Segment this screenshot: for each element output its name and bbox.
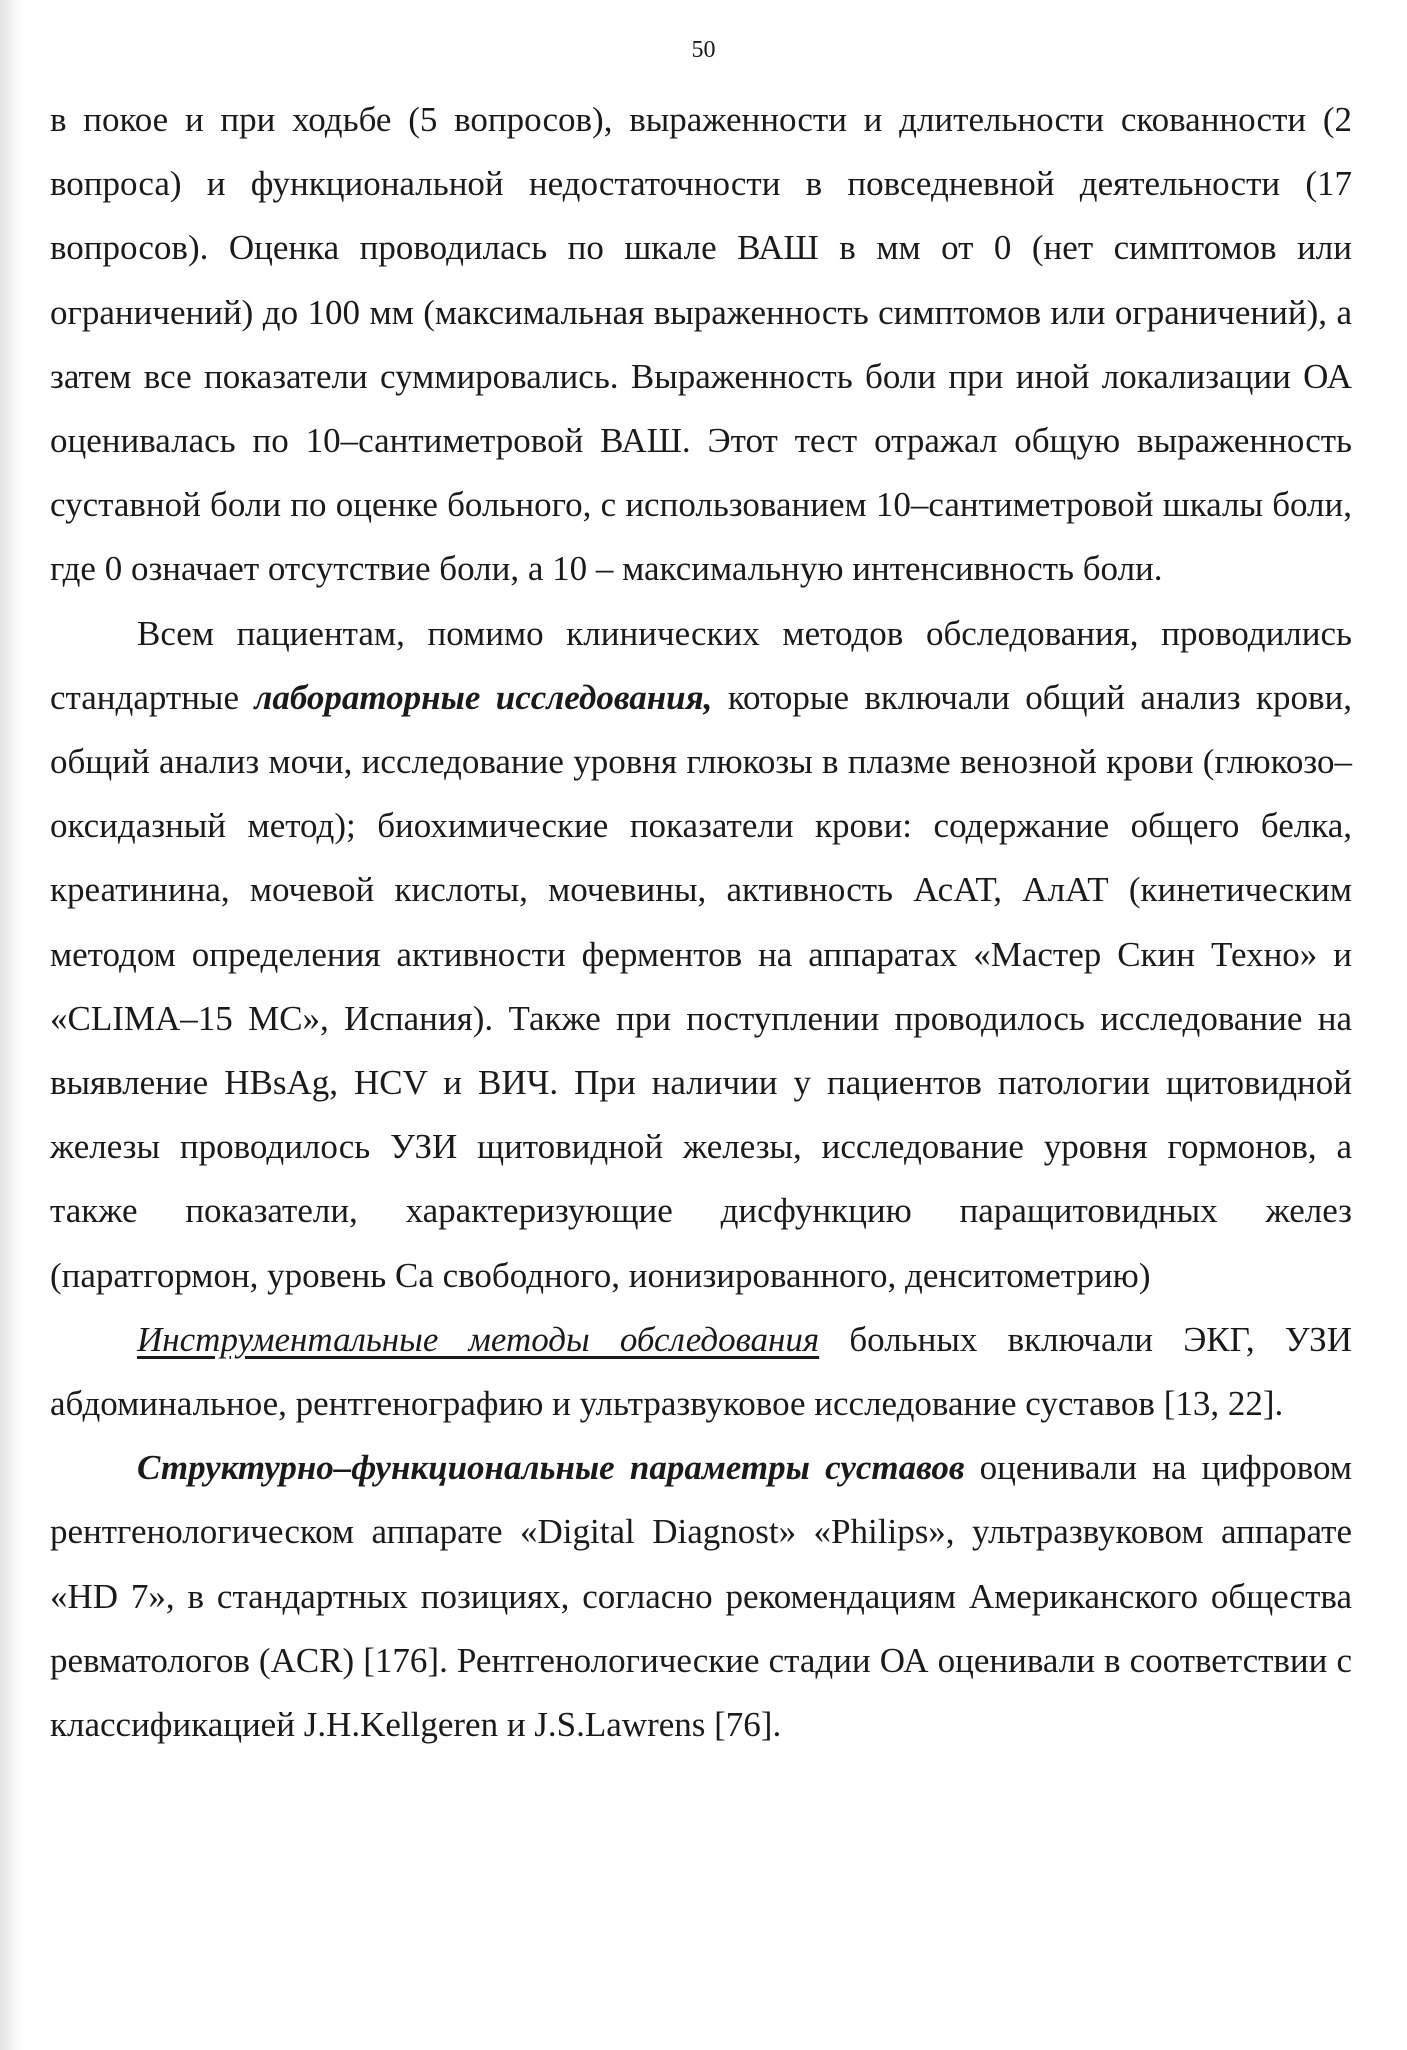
paragraph-text-after: которые включали общий анализ крови, общий анализ мочи, исследование уровня глюкозы в плазме венозной крови (глюкозо–оксидазный метод); биохимические показатели крови: содержание общего белка, креатинина, мочевой кислоты, мочевины, активность АсАТ, АлАТ (кинетическим методом определения активности ферментов на аппаратах «Мастер Скин Техно» и «CLIMA–15 МС», Испания). Также при поступлении проводилось исследование на выявление HBsAg, HCV и ВИЧ. При наличии у пациентов патологии щитовидной железы проводилось УЗИ щитовидной железы, исследование уровня гормонов, а также показатели, характеризующие дисфункцию паращитовидных желез (паратгормон, уровень Са свободного, ионизированного, денситометрию) [50,677,1352,1295]
paragraph-text-before: Всем пациентам, помимо клинических методов обследования, проводились стандартные [50,613,1352,717]
emphasis-joint-parameters: Структурно–функциональные параметры суставов [137,1448,965,1488]
paragraph-text-after: больных включали ЭКГ, УЗИ абдоминальное, рентгенографию и ультразвуковое исследование суставов [13, 22]. [50,1319,1352,1424]
emphasis-laboratory-tests: лабораторные исследования, [254,677,713,717]
emphasis-instrumental-methods: Инструментальные методы обследования [137,1319,820,1359]
paragraph-laboratory-tests [50,602,1352,1308]
paragraph-joint-parameters [50,1436,1352,1757]
paragraph-text: в покое и при ходьбе (5 вопросов), выраженности и длительности скованности (2 вопроса) и функциональной недостаточности в повседневной деятельности (17 вопросов). Оценка проводилась по шкале ВАШ в мм от 0 (нет симптомов или ограничений) до 100 мм (максимальная выраженность симптомов или ограничений), а затем все показатели суммировались. Выраженность боли при иной локализации ОА оценивалась по 10–сантиметровой ВАШ. Этот тест отражал общую выраженность суставной боли по оценке больного, с использованием 10–сантиметровой шкалы боли, где 0 означает отсутствие боли, а 10 – максимальную интенсивность боли. [50,100,1352,589]
paragraph-instrumental-methods [50,1308,1352,1436]
paragraph-text-after: оценивали на цифровом рентгенологическом аппарате «Digital Diagnost» «Philips», ультразвуковом аппарате «HD 7», в стандартных позициях, согласно рекомендациям Американского общества ревматологов (ACR) [176]. Рентгенологические стадии ОА оценивали в соответствии с классификацией J.H.Kellgeren и J.S.Lawrens [76]. [50,1448,1352,1745]
page-number: 50 [691,37,716,63]
scan-edge-shadow [0,0,22,2050]
document-body [50,88,1352,1757]
paragraph-questionnaire-description [50,88,1352,602]
